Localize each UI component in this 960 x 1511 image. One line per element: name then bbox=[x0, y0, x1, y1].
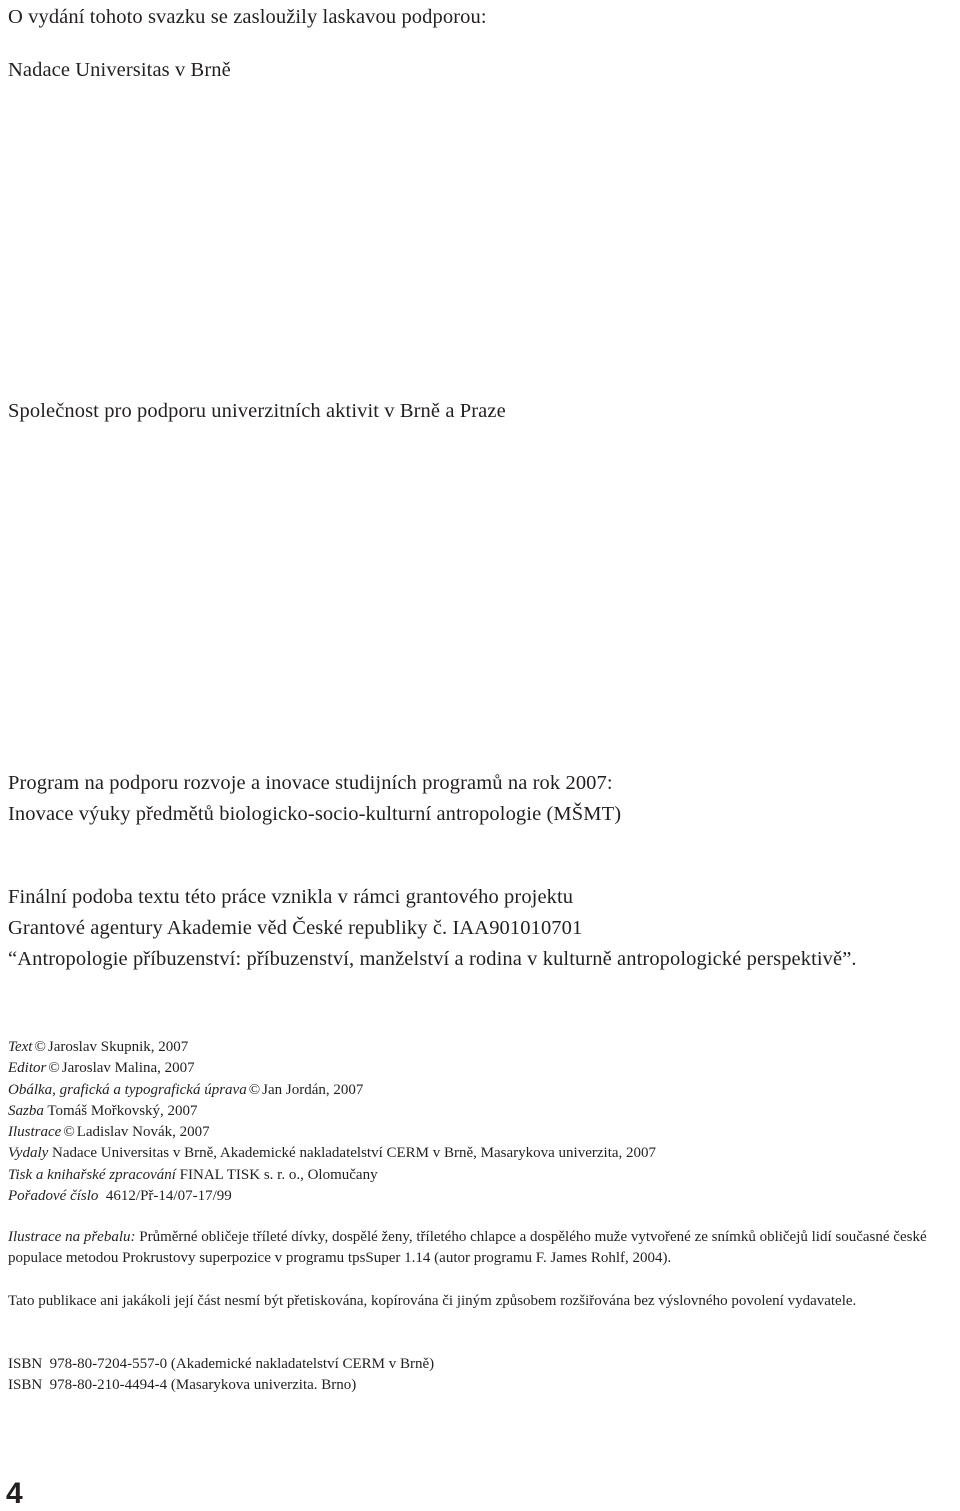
isbn-line-1: ISBN 978-80-7204-557-0 (Akademické nakladatelství CERM v Brně) bbox=[8, 1356, 435, 1372]
credit-publisher-value: Nadace Universitas v Brně, Akademické nakladatelství CERM v Brně, Masarykova univerzita, 2007 bbox=[52, 1145, 657, 1162]
credit-illustration bbox=[8, 1122, 656, 1143]
program-line-1: Program na podporu rozvoje a inovace studijních programů na rok 2007: bbox=[8, 772, 613, 794]
credit-order-label: Pořadové číslo bbox=[8, 1188, 99, 1205]
credit-order-value: 4612/Př-14/07-17/99 bbox=[105, 1188, 232, 1205]
society-name: Společnost pro podporu univerzitních aktivit v Brně a Praze bbox=[8, 400, 506, 422]
credit-publisher-label: Vydaly bbox=[8, 1145, 49, 1162]
grant-line-1: Finální podoba textu této práce vznikla v rámci grantového projektu bbox=[8, 886, 574, 908]
copyright-icon: © bbox=[48, 1060, 60, 1077]
grant-line-2: Grantové agentury Akademie věd České republiky č. IAA901010701 bbox=[8, 917, 583, 939]
credit-cover-value: Jan Jordán, 2007 bbox=[262, 1081, 364, 1098]
grant-block bbox=[8, 882, 857, 975]
copyright-icon: © bbox=[63, 1124, 75, 1141]
program-line-2: Inovace výuky předmětů biologicko-socio-kulturní antropologie (MŠMT) bbox=[8, 803, 622, 825]
credit-text-value: Jaroslav Skupnik, 2007 bbox=[47, 1039, 189, 1055]
cover-illustration-note bbox=[8, 1227, 958, 1270]
credit-editor-label: Editor bbox=[8, 1060, 47, 1077]
credit-illustration-label: Ilustrace bbox=[8, 1124, 62, 1141]
credit-print-value: FINAL TISK s. r. o., Olomučany bbox=[179, 1166, 378, 1183]
credit-typesetting bbox=[8, 1101, 656, 1122]
credit-text bbox=[8, 1037, 656, 1058]
cover-note-text: Průměrné obličeje tříleté dívky, dospělé ženy, tříletého chlapce a dospělého muže vytvořené ze snímků obličejů lidí současné české populace metodou Prokrustovy superpozice v programu tpsSuper 1.14 (autor programu F. James Rohlf, 2004). bbox=[8, 1229, 927, 1267]
grant-project-title: “Antropologie příbuzenství: příbuzenství, manželství a rodina v kulturně antropologické perspektivě”. bbox=[8, 948, 857, 970]
credit-order-number bbox=[8, 1186, 656, 1207]
copyright-icon: © bbox=[34, 1039, 46, 1055]
credit-illustration-value: Ladislav Novák, 2007 bbox=[76, 1124, 210, 1141]
credit-publisher bbox=[8, 1143, 656, 1164]
page-number: 4 bbox=[6, 1477, 23, 1510]
rights-notice: Tato publikace ani jakákoli její část nesmí být přetiskována, kopírována či jiným způsobem rozšiřována bez výslovného povolení vydavatele. bbox=[8, 1293, 857, 1309]
program-block bbox=[8, 768, 621, 830]
credit-printing bbox=[8, 1165, 656, 1186]
credit-print-label: Tisk a knihařské zpracování bbox=[8, 1166, 176, 1183]
credit-editor bbox=[8, 1058, 656, 1079]
isbn-block bbox=[8, 1354, 434, 1397]
credit-typesetting-value: Tomáš Mořkovský, 2007 bbox=[47, 1102, 198, 1119]
copyright-icon: © bbox=[248, 1081, 261, 1098]
cover-note-label: Ilustrace na přebalu: bbox=[8, 1229, 136, 1245]
foundation-name: Nadace Universitas v Brně bbox=[8, 59, 231, 81]
credits-block bbox=[8, 1037, 656, 1207]
isbn-line-2: ISBN 978-80-210-4494-4 (Masarykova univerzita. Brno) bbox=[8, 1377, 357, 1394]
credit-cover-label: Obálka, grafická a typografická úprava bbox=[8, 1081, 247, 1098]
credit-cover-design bbox=[8, 1080, 656, 1101]
credit-text-label: Text bbox=[8, 1039, 33, 1055]
credit-typesetting-label: Sazba bbox=[8, 1102, 44, 1119]
credit-editor-value: Jaroslav Malina, 2007 bbox=[61, 1060, 195, 1077]
support-intro: O vydání tohoto svazku se zasloužily laskavou podporou: bbox=[8, 6, 487, 28]
